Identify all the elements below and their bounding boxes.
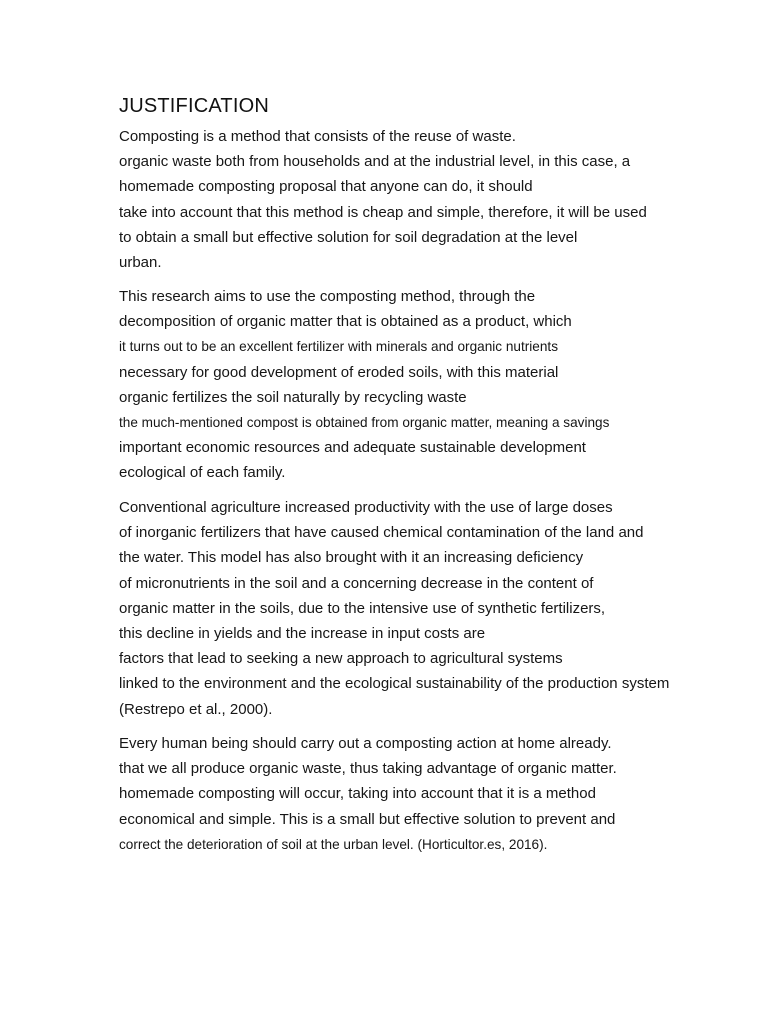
paragraph-4 (119, 731, 759, 857)
text-line: the water. This model has also brought with it an increasing deficiency (119, 549, 584, 567)
text-line: factors that lead to seeking a new approach to agricultural systems (119, 650, 563, 668)
text-line: Every human being should carry out a composting action at home already. (119, 735, 612, 752)
text-line: linked to the environment and the ecological sustainability of the production system (119, 675, 670, 693)
text-line: decomposition of organic matter that is obtained as a product, which (119, 313, 572, 331)
text-line: to obtain a small but effective solution for soil degradation at the level (119, 228, 578, 246)
paragraph-2 (119, 284, 759, 486)
text-line: urban. (119, 254, 162, 272)
text-line: correct the deterioration of soil at the urban level. (Horticultor.es, 2016). (119, 836, 548, 852)
text-line: organic waste both from households and at the industrial level, in this case, a (119, 153, 631, 171)
text-line: of inorganic fertilizers that have caused chemical contamination of the land and (119, 524, 644, 542)
text-line: homemade composting proposal that anyone can do, it should (119, 178, 533, 196)
text-line: economical and simple. This is a small but effective solution to prevent and (119, 810, 616, 828)
text-line: it turns out to be an excellent fertilizer with minerals and organic nutrients (119, 339, 558, 355)
text-line: Composting is a method that consists of the reuse of waste. (119, 128, 516, 145)
text-line: this decline in yields and the increase in input costs are (119, 625, 486, 643)
text-line: important economic resources and adequate sustainable development (119, 439, 586, 457)
paragraph-3 (119, 495, 759, 722)
text-line: This research aims to use the composting method, through the (119, 288, 536, 305)
paragraph-1 (119, 124, 759, 275)
text-line: ecological of each family. (119, 464, 286, 482)
text-line: of micronutrients in the soil and a concerning decrease in the content of (119, 574, 594, 592)
text-line: take into account that this method is cheap and simple, therefore, it will be used (119, 203, 647, 221)
document-title: JUSTIFICATION (119, 95, 270, 117)
text-line: necessary for good development of eroded soils, with this material (119, 363, 559, 381)
text-line: Conventional agriculture increased productivity with the use of large doses (119, 499, 613, 516)
text-line: homemade composting will occur, taking into account that it is a method (119, 785, 596, 803)
text-line: the much-mentioned compost is obtained from organic matter, meaning a savings (119, 415, 610, 431)
text-line: organic matter in the soils, due to the intensive use of synthetic fertilizers, (119, 599, 606, 617)
text-line: (Restrepo et al., 2000). (119, 700, 273, 718)
text-line: that we all produce organic waste, thus taking advantage of organic matter. (119, 760, 617, 778)
text-line: organic fertilizes the soil naturally by recycling waste (119, 388, 467, 406)
